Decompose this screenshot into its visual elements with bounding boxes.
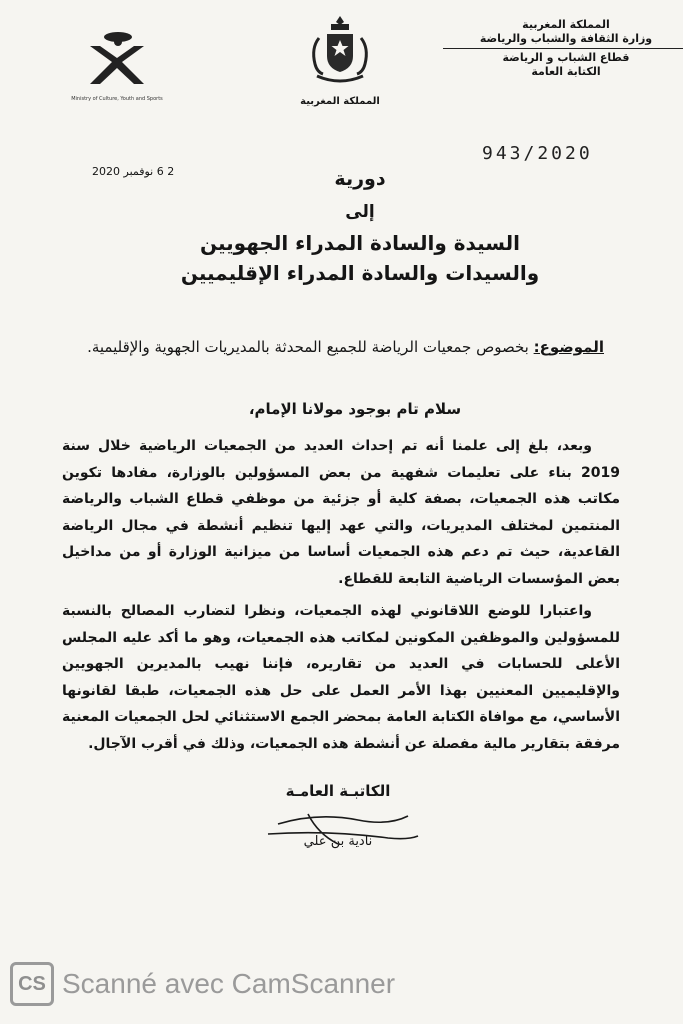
camscanner-watermark xyxy=(10,962,395,1006)
recipients-line-1: السيدة والسادة المدراء الجهويين xyxy=(200,231,520,255)
letter-date: 2 6 نوفمبر 2020 xyxy=(92,165,175,178)
addressee-prefix: إلى xyxy=(345,202,375,222)
handwritten-signature-icon xyxy=(248,804,428,854)
signatory-name: نادية بن علي xyxy=(303,834,373,849)
camscanner-logo-icon: CS xyxy=(10,962,54,1006)
subject-line xyxy=(74,334,604,360)
header-ministry-line: وزارة الثقافة والشباب والرياضة xyxy=(479,32,653,45)
title-block xyxy=(120,168,600,288)
body-paragraph-2: واعتبارا للوضع اللاقانوني لهذه الجمعيات، ونظرا لتضارب المصالح بالنسبة للمسؤولين والموظفين المكونين لمكاتب هذه الجمعيات، وهو ما أكد عليه المجلس الأعلى للحسابات في العديد من تقاريره، فإننا نهيب بالمديرين الجهويين والإقليميين المعنيين بهذا الأمر العمل على حل هذه الجمعيات، طبقا لقانونها الأساسي، مع موافاة الكتابة العامة بمحضر الجمع الاستثنائي لحل الجمعيات المعنية مرفقة بتقارير مالية مفصلة عن أنشطة هذه الجمعيات، وذلك في أقرب الآجال. xyxy=(62,603,620,752)
subject-text: بخصوص جمعيات الرياضة للجميع المحدثة بالمديريات الجهوية والإقليمية. xyxy=(87,338,534,356)
header-sector-line: قطاع الشباب و الرياضة xyxy=(502,51,630,64)
camscanner-text: Scanné avec CamScanner xyxy=(62,968,396,999)
body-paragraph-1: وبعد، بلغ إلى علمنا أنه تم إحداث العديد من الجمعيات الرياضية خلال سنة 2019 بناء على تعليمات شفهية من بعض المسؤولين بالوزارة، مفادها تكوين مكاتب هذه الجمعيات، بصفة كلية أو جزئية من موظفي قطاع الشباب والرياضة المنتمين لمختلف المديريات، والتي عهد إليها تنظيم أنشطة في مجال الرياضة القاعدية، حيث تم دعم هذه الجمعيات أساسا من ميزانية الوزارة أو من مداخيل بعض المؤسسات الرياضية التابعة للقطاع. xyxy=(62,438,620,587)
signatory-title: الكاتبـة العامـة xyxy=(285,782,391,800)
emblem-caption: المملكة المغربية xyxy=(300,96,380,107)
ministry-logo-caption: Ministry of Culture, Youth and Sports xyxy=(71,96,163,102)
document-type-title: دورية xyxy=(334,168,386,190)
greeting: سلام تام بوجود مولانا الإمام، xyxy=(248,400,462,418)
recipients-line-2: والسيدات والسادة المدراء الإقليميين xyxy=(180,261,540,285)
reference-number: 943/2020 xyxy=(482,143,593,164)
letter-body xyxy=(62,433,620,763)
header-divider xyxy=(443,48,683,49)
ministry-logo xyxy=(62,28,172,102)
header-kingdom-line: المملكة المغربية xyxy=(522,18,610,31)
royal-emblem xyxy=(290,10,390,107)
ministry-header-block xyxy=(471,18,661,79)
header-secretariat-line: الكتابة العامة xyxy=(531,65,601,78)
signature-block xyxy=(248,782,428,849)
coat-of-arms-icon xyxy=(305,10,375,90)
subject-label: الموضوع: xyxy=(533,338,604,356)
ministry-logo-icon xyxy=(82,28,152,90)
